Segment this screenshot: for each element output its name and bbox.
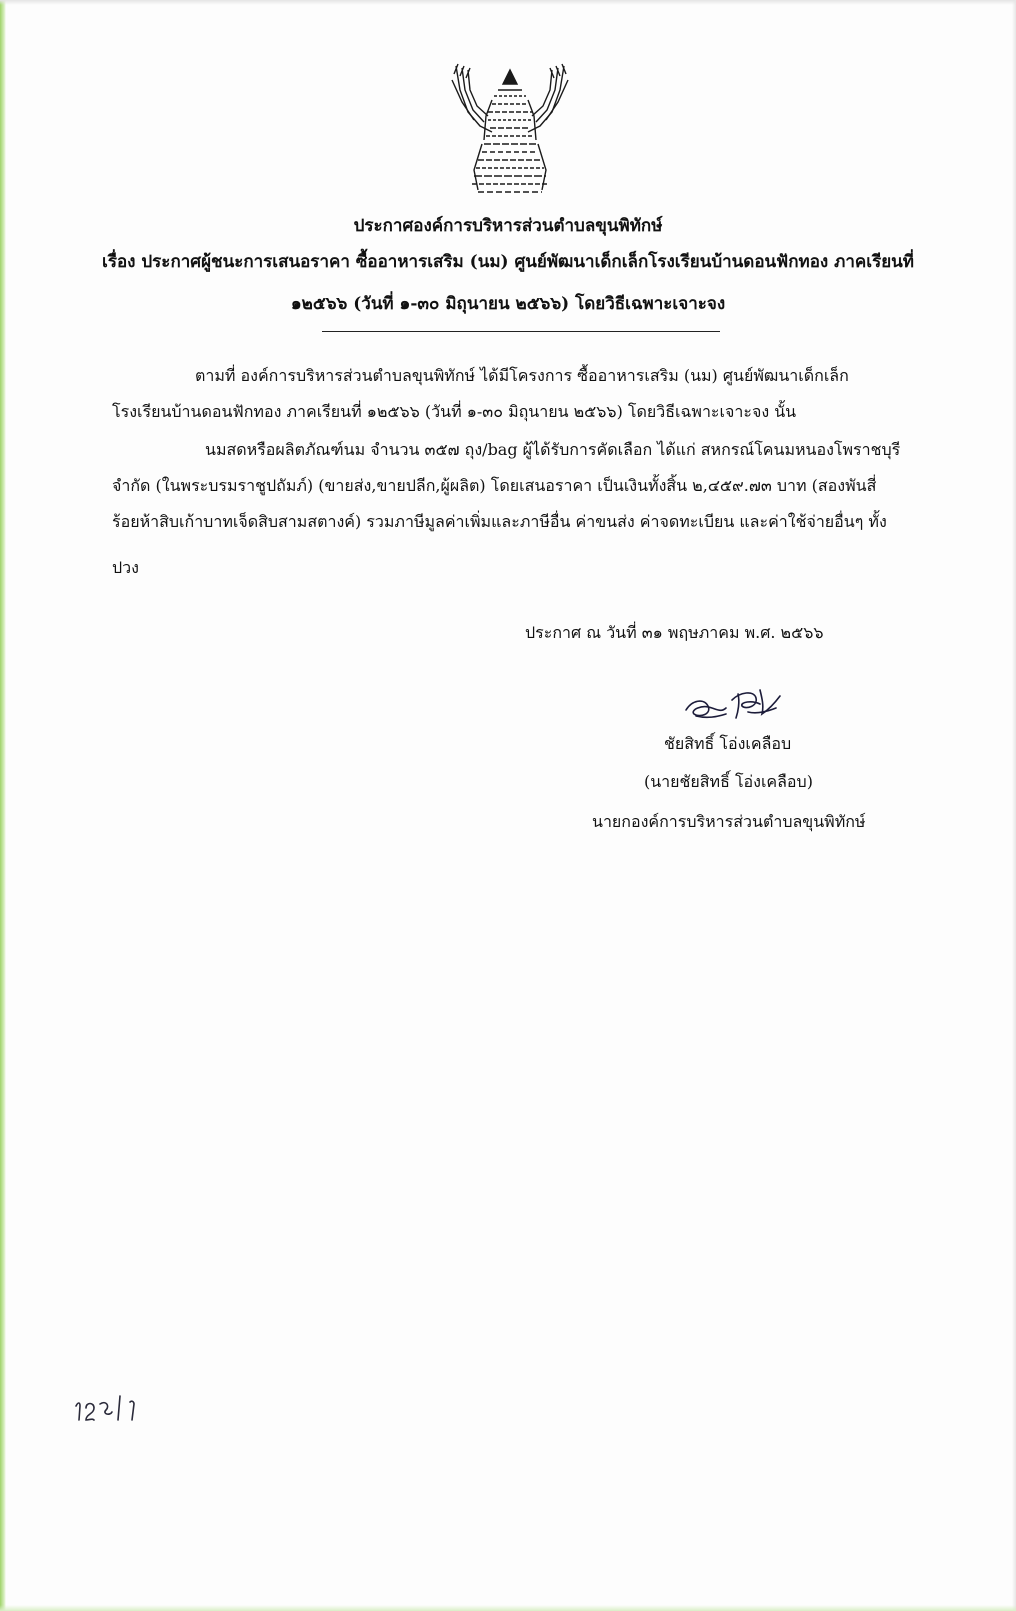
scan-edge-bottom bbox=[0, 1605, 1016, 1611]
subject-line: เรื่อง ประกาศผู้ชนะการเสนอราคา ซื้ออาหารเสริม (นม) ศูนย์พัฒนาเด็กเล็กโรงเรียนบ้านดอนฟักทอง ภาคเรียนที่ bbox=[102, 252, 914, 272]
scan-edge-top bbox=[0, 0, 1016, 5]
signatory-full-name: (นายชัยสิทธิ์ โอ่งเคลือบ) bbox=[644, 772, 813, 791]
body-line: ตามที่ องค์การบริหารส่วนตำบลขุนพิทักษ์ ได้มีโครงการ ซื้ออาหารเสริม (นม) ศูนย์พัฒนาเด็กเล็ก bbox=[195, 366, 849, 385]
body-line: จำกัด (ในพระบรมราชูปถัมภ์) (ขายส่ง,ขายปลีก,ผู้ผลิต) โดยเสนอราคา เป็นเงินทั้งสิ้น ๒,๔๕๙.๗๓ บาท (สองพันสี่ bbox=[112, 476, 877, 495]
body-line: ปวง bbox=[112, 558, 139, 577]
handwritten-page-mark bbox=[72, 1390, 146, 1424]
garuda-emblem-icon bbox=[448, 60, 572, 202]
subject-line-continued: ๑๒๕๖๖ (วันที่ ๑-๓๐ มิถุนายน ๒๕๖๖) โดยวิธีเฉพาะเจาะจง bbox=[290, 294, 726, 314]
body-line: โรงเรียนบ้านดอนฟักทอง ภาคเรียนที่ ๑๒๕๖๖ (วันที่ ๑-๓๐ มิถุนายน ๒๕๖๖) โดยวิธีเฉพาะเจาะจง นั้น bbox=[112, 402, 797, 421]
scan-edge-right bbox=[1012, 0, 1016, 1611]
body-line: ร้อยห้าสิบเก้าบาทเจ็ดสิบสามสตางค์) รวมภาษีมูลค่าเพิ่มและภาษีอื่น ค่าขนส่ง ค่าจดทะเบียน และค่าใช้จ่ายอื่นๆ ทั้ง bbox=[112, 512, 887, 531]
announcement-date: ประกาศ ณ วันที่ ๓๑ พฤษภาคม พ.ศ. ๒๕๖๖ bbox=[525, 623, 824, 642]
announcement-title: ประกาศองค์การบริหารส่วนตำบลขุนพิทักษ์ bbox=[353, 216, 663, 236]
header-divider bbox=[322, 331, 720, 332]
body-line: นมสดหรือผลิตภัณฑ์นม จำนวน ๓๕๗ ถุง/bag ผู้ได้รับการคัดเลือก ได้แก่ สหกรณ์โคนมหนองโพราชบุรี bbox=[205, 440, 901, 459]
signatory-name: ชัยสิทธิ์ โอ่งเคลือบ bbox=[664, 734, 792, 753]
handwritten-signature bbox=[682, 682, 786, 724]
scan-edge-left bbox=[0, 0, 6, 1611]
signatory-title: นายกองค์การบริหารส่วนตำบลขุนพิทักษ์ bbox=[592, 812, 866, 831]
